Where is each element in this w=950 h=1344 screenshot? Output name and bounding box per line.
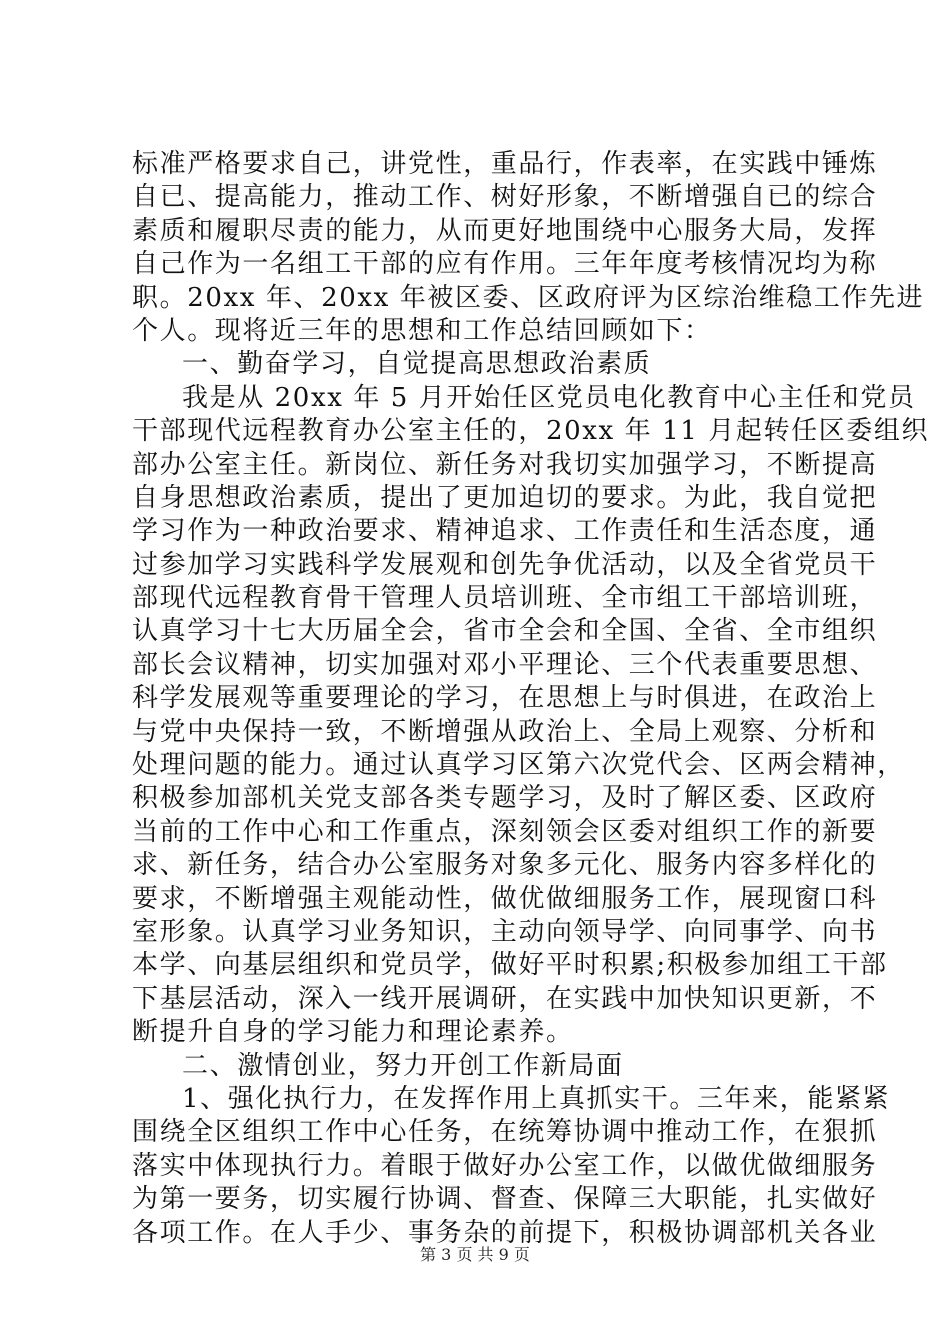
text-line: 标准严格要求自己，讲党性，重品行，作表率，在实践中锤炼 xyxy=(132,149,878,179)
text-line: 下基层活动，深入一线开展调研，在实践中加快知识更新，不 xyxy=(132,983,878,1014)
text-line: 围绕全区组织工作中心任务，在统筹协调中推动工作，在狠抓 xyxy=(132,1117,878,1148)
text-line: 部现代远程教育骨干管理人员培训班、全市组工干部培训班， xyxy=(132,583,878,614)
text-line: 过参加学习实践科学发展观和创先争优活动，以及全省党员干 xyxy=(132,549,878,580)
text-line: 我是从 20xx 年 5 月开始任区党员电化教育中心主任和党员 xyxy=(182,382,916,413)
text-line: 求、新任务，结合办公室服务对象多元化、服务内容多样化的 xyxy=(132,850,878,881)
text-line: 室形象。认真学习业务知识，主动向领导学、向同事学、向书 xyxy=(132,916,878,947)
text-line: 为第一要务，切实履行协调、督查、保障三大职能，扎实做好 xyxy=(132,1184,878,1215)
text-line: 干部现代远程教育办公室主任的，20xx 年 11 月起转任区委组织 xyxy=(132,416,930,447)
text-line: 本学、向基层组织和党员学，做好平时积累;积极参加组工干部 xyxy=(132,950,888,981)
text-line: 素质和履职尽责的能力，从而更好地围绕中心服务大局，发挥 xyxy=(132,215,878,246)
text-line: 科学发展观等重要理论的学习，在思想上与时俱进，在政治上 xyxy=(132,683,878,714)
document-body xyxy=(132,148,930,1250)
text-line: 认真学习十七大历届全会，省市全会和全国、全省、全市组织 xyxy=(132,616,878,647)
text-line: 学习作为一种政治要求、精神追求、工作责任和生活态度，通 xyxy=(132,516,878,547)
text-line: 个人。现将近三年的思想和工作总结回顾如下： xyxy=(132,315,712,346)
text-line: 自己作为一名组工干部的应有作用。三年年度考核情况均为称 xyxy=(132,249,878,280)
text-line: 职。20xx 年、20xx 年被区委、区政府评为区综治维稳工作先进 xyxy=(132,282,925,313)
text-line: 要求，不断增强主观能动性，做优做细服务工作，展现窗口科 xyxy=(132,883,878,914)
text-line: 部长会议精神，切实加强对邓小平理论、三个代表重要思想、 xyxy=(132,649,878,680)
page-number-footer: 第 3 页 共 9 页 xyxy=(420,1245,530,1264)
text-line: 积极参加部机关党支部各类专题学习，及时了解区委、区政府 xyxy=(132,783,878,814)
text-line: 1、强化执行力，在发挥作用上真抓实干。三年来，能紧紧 xyxy=(182,1083,891,1114)
text-line: 处理问题的能力。通过认真学习区第六次党代会、区两会精神， xyxy=(132,750,905,781)
text-line: 部办公室主任。新岗位、新任务对我切实加强学习，不断提高 xyxy=(132,449,878,480)
text-line: 落实中体现执行力。着眼于做好办公室工作，以做优做细服务 xyxy=(132,1150,878,1181)
text-line: 自身思想政治素质，提出了更加迫切的要求。为此，我自觉把 xyxy=(132,482,878,513)
text-line: 断提升自身的学习能力和理论素养。 xyxy=(132,1017,574,1048)
section-heading: 一、勤奋学习，自觉提高思想政治素质 xyxy=(182,349,652,380)
text-line: 各项工作。在人手少、事务杂的前提下，积极协调部机关各业 xyxy=(132,1217,878,1248)
text-line: 与党中央保持一致，不断增强从政治上、全局上观察、分析和 xyxy=(132,716,878,747)
section-heading: 二、激情创业，努力开创工作新局面 xyxy=(182,1050,624,1081)
text-line: 自已、提高能力，推动工作、树好形象，不断增强自已的综合 xyxy=(132,182,878,213)
text-line: 当前的工作中心和工作重点，深刻领会区委对组织工作的新要 xyxy=(132,816,878,847)
